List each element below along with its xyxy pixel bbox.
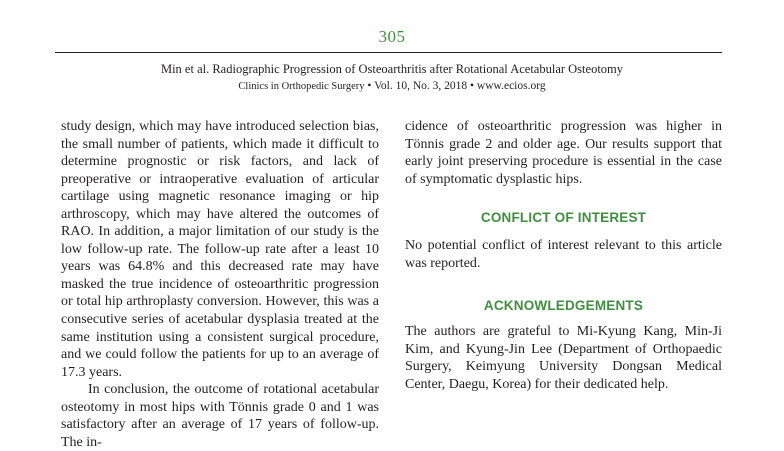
- conflict-text: No potential conflict of interest relevant to this article was reported.: [405, 238, 722, 271]
- journal-details: • Vol. 10, No. 3, 2018 • www.ecios.org: [364, 80, 546, 92]
- conflict-section: [405, 237, 722, 272]
- conflict-heading: CONFLICT OF INTEREST: [480, 210, 647, 225]
- running-title: Min et al. Radiographic Progression of Osteoarthritis after Rotational Acetabular Osteotomy: [160, 62, 624, 76]
- left-column: [61, 118, 379, 451]
- ack-section: [405, 323, 722, 393]
- ack-text: The authors are grateful to Mi-Kyung Kang, Min-Ji Kim, and Kyung-Jin Lee (Department of Orthopaedic Surgery, Keimyung University Dongsan Medical Center, Daegu, Korea) for their dedicated help.: [405, 324, 722, 392]
- left-paragraph-limitations: study design, which may have introduced selection bias, the small number of patients, which made it difficult to determine prognostic or risk factors, and lack of preoperative or intraoperative evaluation of articular cartilage using magnetic resonance imaging or hip arthroscopy, which may have altered the outcomes of RAO. In addition, a major limitation of our study is the low follow-up rate. The follow-up rate after a least 10 years was 64.8% and this decreased rate may have masked the true incidence of osteoarthritic progression or total hip arthroplasty conversion. However, this was a consecutive series of acetabular dysplasia treated at the same institution using a consistent surgical procedure, and we could follow the patients for up to an average of 17.3 years.: [61, 119, 379, 380]
- right-paragraph-continued: cidence of osteoarthritic progression was higher in Tönnis grade 2 and older age. Our results support that early joint preserving procedure is essential in the case of symptomatic dysplastic hips.: [405, 119, 722, 187]
- right-column-continued: [405, 118, 722, 188]
- header-rule: [55, 52, 722, 53]
- page-number: 305: [378, 27, 406, 46]
- ack-heading: ACKNOWLEDGEMENTS: [483, 298, 644, 313]
- journal-name: Clinics in Orthopedic Surgery: [238, 81, 365, 92]
- left-paragraph-conclusion: In conclusion, the outcome of rotational acetabular osteotomy in most hips with Tönnis grade 0 and 1 was satisfactory after an average of 17 years of follow-up. The in-: [61, 382, 379, 450]
- journal-line: [0, 80, 784, 92]
